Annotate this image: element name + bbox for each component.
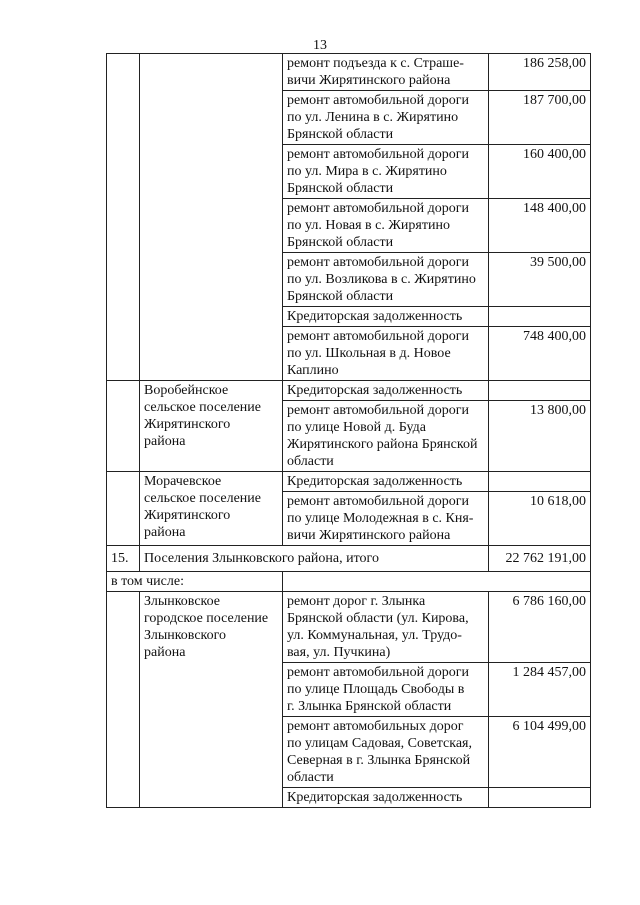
table-row	[107, 592, 591, 663]
description-cell: ремонт автомобильной дороги по ул. Ленина в с. Жирятино Брянской области	[283, 91, 489, 145]
description-cell: ремонт автомобильной дороги по ул. Новая в с. Жирятино Брянской области	[283, 199, 489, 253]
subtitle-row	[107, 572, 591, 592]
amount-cell: 160 400,00	[489, 145, 591, 199]
description-cell: ремонт автомобильной дороги по улице Новой д. Буда Жирятинского района Брянской области	[283, 401, 489, 472]
amount-cell: 6 786 160,00	[489, 592, 591, 663]
description-cell: ремонт автомобильной дороги по улице Площадь Свободы в г. Злынка Брянской области	[283, 663, 489, 717]
amount-cell: 13 800,00	[489, 401, 591, 472]
budget-table	[106, 53, 591, 808]
subtitle-text: в том числе:	[107, 572, 283, 592]
description-cell: Кредиторская задолженность	[283, 307, 489, 327]
amount-cell	[489, 307, 591, 327]
table-row	[107, 381, 591, 401]
number-cell	[107, 381, 140, 472]
amount-cell: 6 104 499,00	[489, 717, 591, 788]
number-cell	[107, 592, 140, 808]
description-cell: Кредиторская задолженность	[283, 381, 489, 401]
municipality-cell: Морачевское сельское поселение Жирятинского района	[140, 472, 283, 546]
municipality-cell: Злынковское городское поселение Злынковского района	[140, 592, 283, 808]
description-cell: ремонт автомобильной дороги по ул. Возликова в с. Жирятино Брянской области	[283, 253, 489, 307]
description-cell: ремонт автомобильной дороги по ул. Школьная в д. Новое Каплино	[283, 327, 489, 381]
municipality-cell: Воробейнское сельское поселение Жирятинского района	[140, 381, 283, 472]
number-cell	[107, 472, 140, 546]
row-number: 15.	[107, 546, 140, 572]
amount-cell	[489, 381, 591, 401]
description-cell: ремонт автомобильной дороги по улице Молодежная в с. Кня- вичи Жирятинского района	[283, 492, 489, 546]
total-label: Поселения Злынковского района, итого	[140, 546, 489, 572]
description-cell: ремонт автомобильной дороги по ул. Мира в с. Жирятино Брянской области	[283, 145, 489, 199]
amount-cell: 39 500,00	[489, 253, 591, 307]
description-cell: ремонт дорог г. Злынка Брянской области (ул. Кирова, ул. Коммунальная, ул. Трудо- вая, ул. Пучкина)	[283, 592, 489, 663]
description-cell: ремонт подъезда к с. Страше- вичи Жирятинского района	[283, 54, 489, 91]
amount-cell	[489, 472, 591, 492]
page-number: 13	[313, 38, 327, 53]
number-cell	[107, 54, 140, 381]
description-cell: Кредиторская задолженность	[283, 788, 489, 808]
amount-cell: 187 700,00	[489, 91, 591, 145]
amount-cell: 1 284 457,00	[489, 663, 591, 717]
amount-cell: 10 618,00	[489, 492, 591, 546]
description-cell: Кредиторская задолженность	[283, 472, 489, 492]
amount-cell: 186 258,00	[489, 54, 591, 91]
total-amount: 22 762 191,00	[489, 546, 591, 572]
total-row	[107, 546, 591, 572]
table-row	[107, 472, 591, 492]
amount-cell	[489, 788, 591, 808]
description-cell: ремонт автомобильных дорог по улицам Садовая, Советская, Северная в г. Злынка Брянской области	[283, 717, 489, 788]
amount-cell: 748 400,00	[489, 327, 591, 381]
table-row	[107, 54, 591, 91]
municipality-cell	[140, 54, 283, 381]
amount-cell: 148 400,00	[489, 199, 591, 253]
